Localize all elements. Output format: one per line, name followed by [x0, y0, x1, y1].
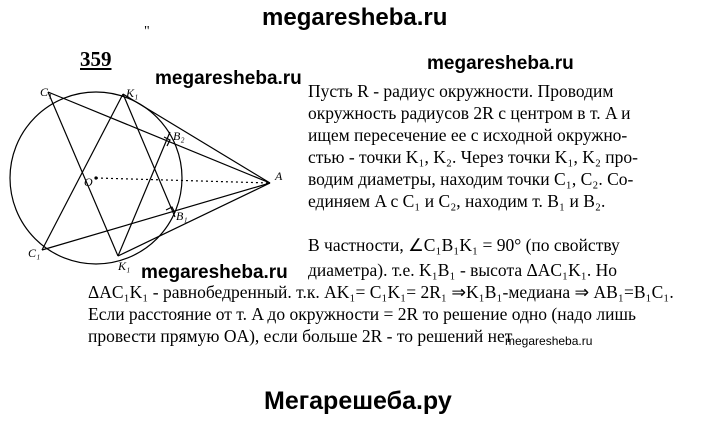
watermark-left: megaresheba.ru [155, 68, 302, 89]
label-b1: B₁ [176, 209, 188, 223]
watermark-right: megaresheba.ru [427, 53, 574, 74]
watermark-middle: megaresheba.ru [141, 262, 288, 283]
text-line-9: ΔAC₁K₁ - равнобедренный. т.к. AK₁= C₁K₁= 2R₁ ⇒K₁B₁-медиана ⇒ AB₁=B₁C₁. [88, 282, 674, 302]
line-k-b2 [118, 132, 170, 256]
watermark-small: megaresheba.ru [505, 334, 593, 348]
text-line-4: стью - точки K₁, K₂. Через точки K₁, K₂ про- [308, 147, 638, 167]
text-line-5: водим диаметры, находим точки C₁, C₂. Со- [308, 169, 634, 189]
text-line-1: Пусть R - радиус окружности. Проводим [308, 81, 614, 101]
text-line-6: единяем A с C₁ и C₂, находим т. B₁ и B₂. [308, 191, 606, 211]
footer-title: Мегарешеба.ру [264, 387, 452, 415]
problem-number: 359 [80, 47, 112, 71]
line-k2-a [118, 183, 270, 256]
label-b2: B₂ [173, 129, 185, 143]
label-c1-top: C₁ [40, 85, 53, 99]
label-k1-top: K₁ [126, 86, 139, 100]
text-line-10: Если расстояние от т. A до окружности = 2R то решение одно (надо лишь [88, 304, 636, 324]
text-line-11: провести прямую OA), если больше 2R - то решений нет [88, 326, 513, 346]
label-c1-bottom: C₁ [28, 246, 41, 260]
watermark-top: megaresheba.ru [262, 4, 448, 31]
label-o: O [84, 175, 93, 189]
label-a: A [275, 169, 283, 183]
line-k1-a [123, 94, 270, 183]
line-o-a [96, 178, 270, 183]
text-line-2: окружность радиусов 2R с центром в т. A и [308, 103, 631, 123]
text-line-8: диаметра). т.е. K₁B₁ - высота ΔAC₁K₁. Но [308, 260, 618, 280]
label-k1-bottom: K₁ [118, 259, 131, 273]
text-line-7: В частности, ∠C₁B₁K₁ = 90° (по свойству [308, 235, 620, 255]
line-k-b1 [123, 94, 175, 217]
quote-mark: " [144, 24, 150, 39]
text-line-3: ищем пересечение ее с исходной окружно- [308, 125, 628, 145]
